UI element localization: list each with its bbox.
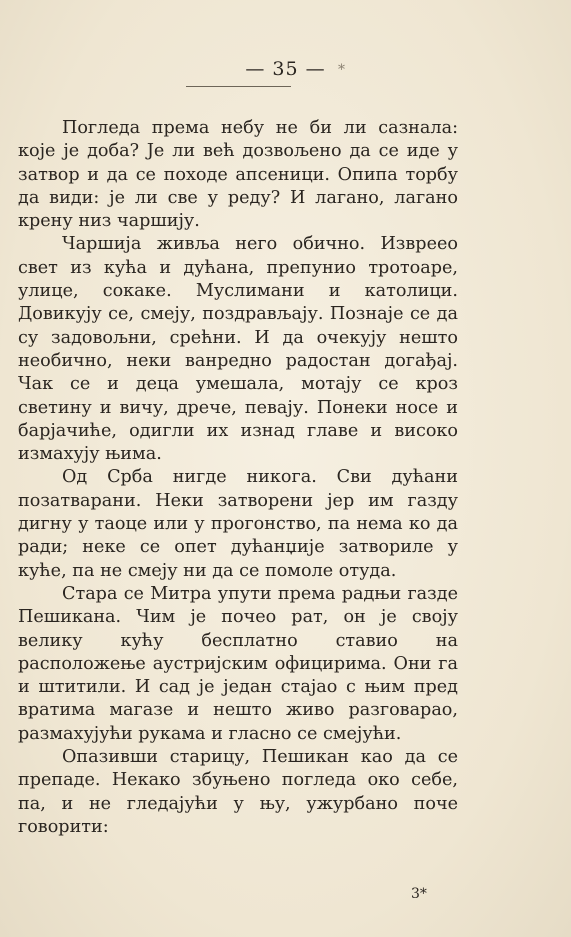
paragraph: Погледа према небу не би ли сазнала: које је доба? Је ли већ дозвољено да се иде у затвор и да се походе апсеници. Опипа торбу да види: је ли све у реду? И лагано, лагано крену низ чаршију. [18,118,458,232]
paragraph: Стара се Митра упути према радњи газде Пешикана. Чим је почео рат, он је своју велику кућу бесплатно ставио на расположење аустријским официрима. Они га и штитили. И сад је један стајао с њим пред вратима магазе и нешто живо разговарао, размахујући рукама и гласно се смејући. [18,583,458,744]
signature-mark: 3* [411,886,427,902]
paragraph: Чаршија живља него обично. Извреео свет из кућа и дућана, препунио тротоаре, улице, сокаке. Муслимани и католици. Довикују се, смеју, поздрављају. Познаје се да су задовољни, срећни. И да очекују нешто необично, неки ванредно радостан догађај. Чак се и деца умешала, мотају се кроз светину и вичу, дрече, певају. Понеки носе и барјачиће, одигли их изнад главе и високо измахују њима. [18,234,458,465]
page-number-header [0,58,571,80]
page-number: — 35 — [245,58,326,80]
paragraph: Опазивши старицу, Пешикан као да се препаде. Некако збуњено погледа око себе, па, и не гледајући у њу, ужурбано поче говорити: [18,747,458,837]
body-text [18,117,458,839]
ink-speck: * [338,62,345,78]
paragraph: Од Срба нигде никога. Сви дућани позатварани. Неки затворени јер им газду дигну у таоце или у прогонство, па нема ко да ради; неке се опет дућанџије затвориле у куће, па не смеју ни да се помоле отуда. [18,467,458,581]
header-rule [186,86,291,87]
